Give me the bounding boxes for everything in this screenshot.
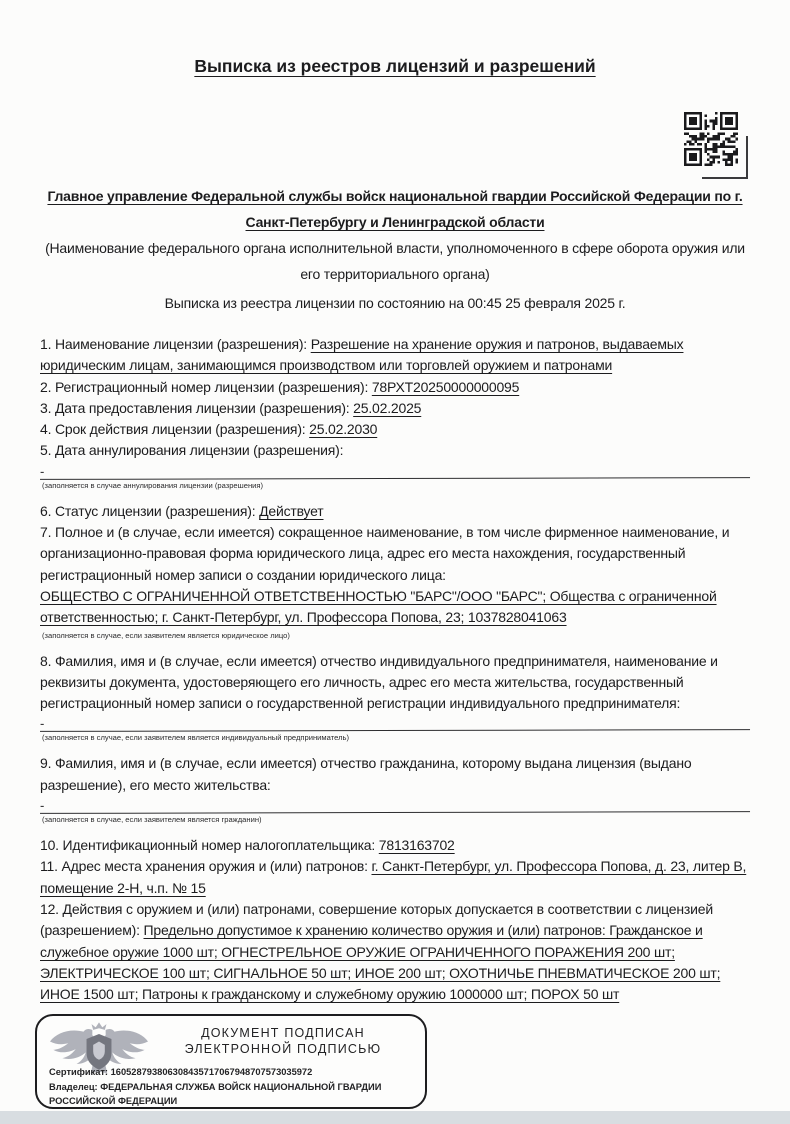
field-label: 11. Адрес места хранения оружия и (или) патронов: (40, 858, 372, 875)
field-label: 2. Регистрационный номер лицензии (разрешения): (40, 378, 372, 395)
field-legal-entity-value (40, 586, 750, 629)
field-label: 6. Статус лицензии (разрешения): (40, 502, 260, 519)
field-label: 5. Дата аннулирования лицензии (разрешения): (40, 442, 344, 459)
as-of-line: Выписка из реестра лицензии по состоянию на 00:45 25 февраля 2025 г. (164, 295, 626, 311)
field-label: 7. Полное и (в случае, если имеется) сокращенное наименование, в том числе фирменное наименование, и организационно-правовая форма юридического лица, адрес его места нахождения, государственный регистрационный номер записи о создании юридического лица: (40, 524, 730, 583)
qr-corner-bracket (702, 136, 748, 179)
field-citizen-note: (заполняется в случае, если заявителем является гражданин) (42, 815, 262, 825)
authority-name: Главное управление Федеральной службы войск национальной гвардии Российской Федерации по г. Санкт-Петербургу и Ленинградской области (47, 188, 743, 230)
field-citizen-blank-line: - (40, 796, 750, 814)
field-value: 7813163702 (378, 837, 455, 854)
stamp-heading-line2: ЭЛЕКТРОННОЙ ПОДПИСЬЮ (184, 1042, 382, 1057)
field-reg-number (40, 377, 750, 398)
field-citizen (40, 753, 750, 796)
field-value: Предельно допустимое к хранению количество оружия и (или) патронов: Гражданское и служебное оружие 1000 шт; ОГНЕСТРЕЛЬНОЕ ОРУЖИЕ ОГРАНИЧЕННОГО ПОРАЖЕНИЯ 200 шт; ЭЛЕКТРИЧЕСКОЕ 100 шт; СИГНАЛЬНОЕ 50 шт; ИНОЕ 200 шт; ОХОТНИЧЬЕ ПНЕВМАТИЧЕСКОЕ 200 шт; ИНОЕ 1500 шт; Патроны к гражданскому и служебному оружию 1000000 шт; ПОРОХ 50 шт (40, 922, 721, 1003)
field-label: 3. Дата предоставления лицензии (разрешения): (40, 399, 354, 416)
stamp-heading (149, 1025, 417, 1057)
field-entrepreneur-blank-line: - (40, 715, 750, 733)
stamp-certificate: Сертификат: 160528793806308435717067948707573035972 (49, 1067, 313, 1078)
stamp-heading-line1: ДОКУМЕНТ ПОДПИСАН (201, 1026, 365, 1041)
field-label: 4. Срок действия лицензии (разрешения): (40, 421, 310, 438)
authority-note: (Наименование федерального органа исполнительной власти, уполномоченного в сфере оборота оружия или его территориального органа) (45, 240, 745, 282)
field-annulment-date (40, 440, 750, 461)
field-value: ОБЩЕСТВО С ОГРАНИЧЕННОЙ ОТВЕТСТВЕННОСТЬЮ "БАРС"/ООО "БАРС"; Общества с ограниченной ответственностью; г. Санкт-Петербург, ул. Профессора Попова, 23; 1037828041063 (40, 587, 717, 626)
field-label: 1. Наименование лицензии (разрешения): (40, 336, 311, 352)
document-title: Выписка из реестров лицензий и разрешений (194, 56, 596, 76)
field-value: 78РХТ20250000000095 (371, 378, 520, 395)
field-legal-entity-note: (заполняется в случае, если заявителем является юридическое лицо) (42, 630, 290, 640)
field-annulment-blank-line: - (40, 462, 750, 480)
fields-block (40, 334, 750, 1005)
field-value: г. Санкт-Петербург, ул. Профессора Попова, д. 23, литер В, помещение 2-Н, ч.п. № 15 (40, 858, 747, 896)
field-entrepreneur (40, 651, 750, 715)
field-entrepreneur-note: (заполняется в случае, если заявителем является индивидуальный предприниматель) (42, 733, 349, 743)
field-value: 25.02.2030 (309, 421, 378, 438)
field-value: Действует (259, 502, 324, 519)
stamp-owner: Владелец: ФЕДЕРАЛЬНАЯ СЛУЖБА ВОЙСК НАЦИОНАЛЬНОЙ ГВАРДИИ РОССИЙСКОЙ ФЕДЕРАЦИИ (49, 1081, 382, 1106)
field-storage-address (40, 856, 750, 899)
field-status (40, 501, 750, 522)
field-valid-until (40, 419, 750, 440)
field-legal-entity (40, 522, 750, 586)
field-label: 12. Действия с оружием и (или) патронами, совершение которых допускается в соответствии с лицензией (разрешением): (40, 900, 713, 939)
field-permitted-actions (40, 899, 750, 1005)
scan-edge-strip (0, 1111, 790, 1124)
field-inn (40, 835, 750, 856)
field-annulment-note: (заполняется в случае аннулирования лицензии (разрешения) (42, 480, 264, 490)
field-value: 25.02.2025 (353, 399, 422, 416)
field-license-name (40, 334, 750, 377)
field-value: Разрешение на хранение оружия и патронов, выдаваемых юридическим лицам, занимающимся производством или торговлей оружием и патронами (40, 336, 684, 374)
field-issue-date (40, 398, 750, 419)
field-label: 10. Идентификационный номер налогоплательщика: (40, 837, 379, 854)
field-label: 8. Фамилия, имя и (в случае, если имеется) отчество индивидуального предпринимателя, наименование и реквизиты документа, удостоверяющего его личность, адрес его места жительства, государственный регистрационный номер записи о государственной регистрации индивидуального предпринимателя: (40, 652, 718, 712)
field-label: 9. Фамилия, имя и (в случае, если имеется) отчество гражданина, которому выдана лицензия (выдано разрешение), его место жительства: (40, 755, 692, 793)
electronic-signature-stamp (35, 1014, 427, 1109)
